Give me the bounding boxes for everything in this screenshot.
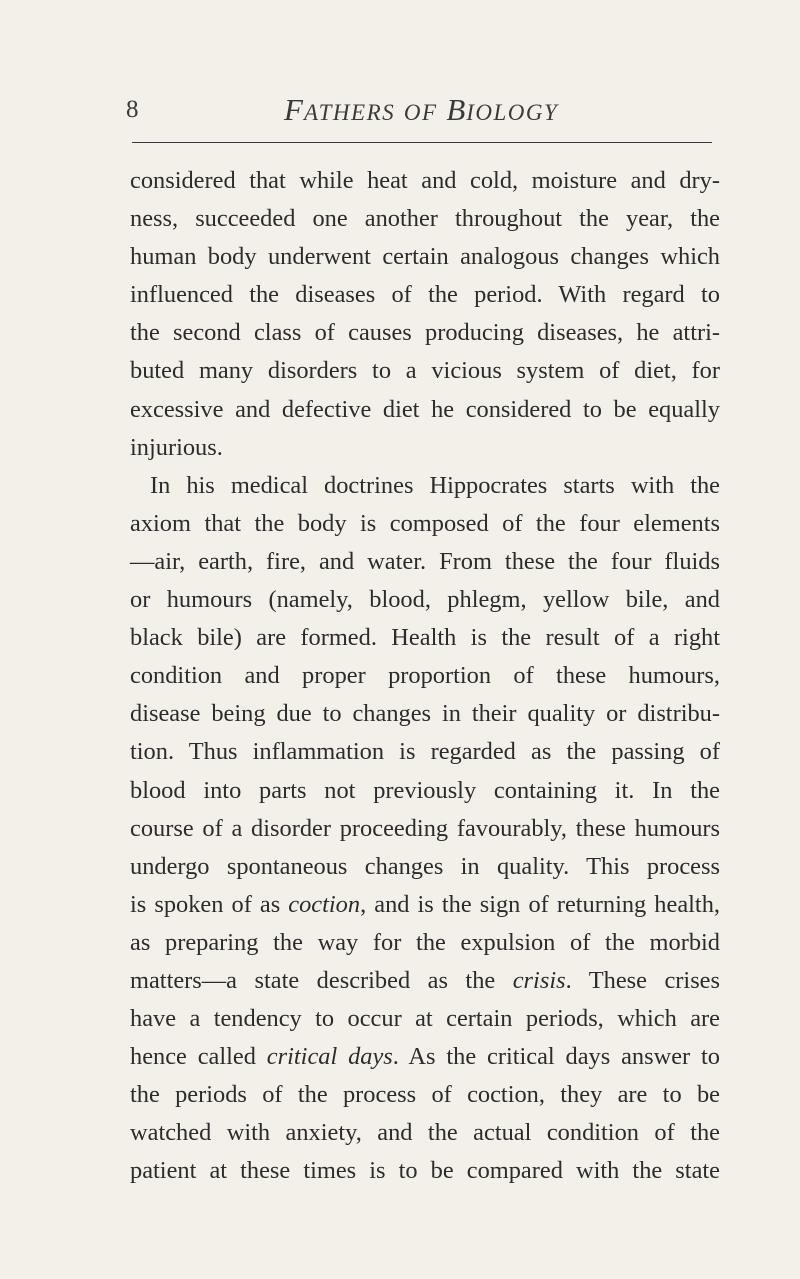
- running-title: FATHERS OF BIOLOGY: [284, 92, 559, 127]
- text-segment: . These crises: [565, 966, 721, 994]
- text-line: or humours (namely, blood, phlegm, yellow bile, and: [130, 586, 720, 614]
- text-line: In his medical doctrines Hippocrates starts with the: [150, 471, 720, 499]
- text-line: blood into parts not previously containing it. In the: [130, 776, 720, 804]
- italic-term: critical days: [266, 1043, 393, 1071]
- text-line: ness, succeeded one another throughout the year, the: [130, 205, 720, 233]
- text-segment: matters—a state described as the: [130, 966, 513, 994]
- text-line: considered that while heat and cold, moisture and dry-: [130, 167, 720, 194]
- text-line: injurious.: [130, 433, 223, 461]
- body-text: [130, 162, 720, 1191]
- text-segment: hence called: [130, 1043, 267, 1071]
- text-line: condition and proper proportion of these humours,: [130, 662, 720, 690]
- text-line: —air, earth, fire, and water. From these the four fluids: [130, 547, 720, 575]
- text-line: tion. Thus inflammation is regarded as the passing of: [130, 738, 720, 766]
- italic-term: crisis: [512, 966, 566, 994]
- text-segment: . As the critical days answer to: [392, 1043, 720, 1071]
- text-line: patient at these times is to be compared with the state: [130, 1157, 720, 1185]
- text-line: the second class of causes producing diseases, he attri-: [130, 319, 720, 347]
- text-line: axiom that the body is composed of the four elements: [130, 509, 720, 537]
- text-line: black bile) are formed. Health is the result of a right: [130, 624, 720, 652]
- text-segment: is spoken of as: [130, 890, 289, 918]
- text-line: [130, 962, 720, 1000]
- page-number: 8: [126, 96, 139, 123]
- text-line: [130, 886, 720, 924]
- italic-term: coction: [288, 890, 361, 918]
- text-line: undergo spontaneous changes in quality. This process: [130, 852, 720, 880]
- header-rule: [132, 142, 712, 143]
- text-segment: , and is the sign of returning health,: [360, 890, 720, 918]
- text-line: watched with anxiety, and the actual condition of the: [130, 1119, 720, 1147]
- text-line: disease being due to changes in their quality or distribu-: [130, 700, 720, 728]
- text-line: human body underwent certain analogous changes which: [130, 243, 720, 271]
- text-line: buted many disorders to a vicious system of diet, for: [130, 357, 720, 385]
- text-line: influenced the diseases of the period. With regard to: [130, 281, 720, 309]
- text-line: as preparing the way for the expulsion of the morbid: [130, 928, 720, 956]
- text-line: [130, 1038, 720, 1076]
- text-line: the periods of the process of coction, they are to be: [130, 1081, 720, 1109]
- running-head: [126, 92, 716, 132]
- text-line: have a tendency to occur at certain periods, which are: [130, 1005, 720, 1033]
- text-line: course of a disorder proceeding favourably, these humours: [130, 814, 720, 842]
- text-line: excessive and defective diet he considered to be equally: [130, 395, 720, 423]
